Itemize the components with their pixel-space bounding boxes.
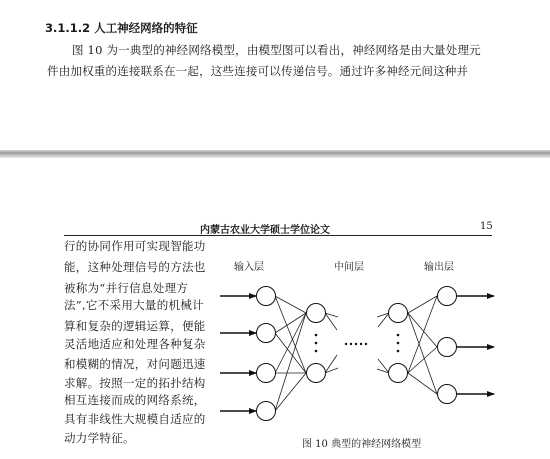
body-text-line: 求解。按照一定的拓扑结构 xyxy=(64,376,206,390)
hidden-node xyxy=(307,304,326,323)
section-heading: 3.1.1.2 人工神经网络的特征 xyxy=(45,21,198,35)
body-text-line: 具有非线性大规模自适应的 xyxy=(64,412,206,426)
input-node xyxy=(257,402,276,421)
input-node xyxy=(257,364,276,383)
previous-page xyxy=(0,0,550,150)
hidden-node xyxy=(307,364,326,383)
vertical-ellipsis xyxy=(397,334,400,353)
header-rule xyxy=(64,235,492,236)
body-text-line: 相互连接而成的网络系统， xyxy=(64,393,206,407)
figure-caption: 图 10 典型的神经网络模型 xyxy=(302,439,422,450)
body-text-line: 被称为“并行信息处理方 xyxy=(64,281,189,295)
body-text-line: 行的协同作用可实现智能功 xyxy=(64,239,206,253)
page-separator xyxy=(0,150,550,158)
hidden-node xyxy=(389,304,408,323)
output-node xyxy=(438,338,457,357)
hidden-node xyxy=(389,364,408,383)
paragraph-line: 图 10 为一典型的神经网络模型，由模型图可以看出，神经网络是由大量处理元 xyxy=(72,43,481,57)
output-node xyxy=(438,385,457,404)
body-text-line: 灵活地适应和处理各种复杂 xyxy=(64,337,206,351)
output-node xyxy=(438,287,457,306)
body-text-line: 法”,它不采用大量的机械计 xyxy=(64,298,204,312)
horizontal-ellipsis xyxy=(345,343,367,345)
input-node xyxy=(257,324,276,343)
input-node xyxy=(257,287,276,306)
output-layer-label: 输出层 xyxy=(424,262,454,273)
middle-layer-label: 中间层 xyxy=(334,262,364,273)
running-header-title: 内蒙古农业大学硕士学位论文 xyxy=(200,225,330,236)
body-text-line: 能，这种处理信号的方法也 xyxy=(64,260,206,274)
vertical-ellipsis xyxy=(315,334,318,353)
input-to-hidden-connections xyxy=(275,296,306,411)
hidden-connections xyxy=(325,313,389,373)
body-text-line: 动力学特征。 xyxy=(64,431,135,445)
body-text-line: 算和复杂的逻辑运算，便能 xyxy=(64,319,206,333)
neural-network-figure xyxy=(212,255,502,450)
hidden-to-output-connections xyxy=(408,296,437,394)
network-diagram xyxy=(212,255,502,430)
page-number: 15 xyxy=(480,221,493,232)
paragraph-line: 件由加权重的连接联系在一起，这些连接可以传递信号。通过许多神经元间这种并 xyxy=(47,64,469,78)
body-text-line: 和模糊的情况，对问题迅速 xyxy=(64,357,206,371)
input-layer-label: 输入层 xyxy=(234,262,264,273)
